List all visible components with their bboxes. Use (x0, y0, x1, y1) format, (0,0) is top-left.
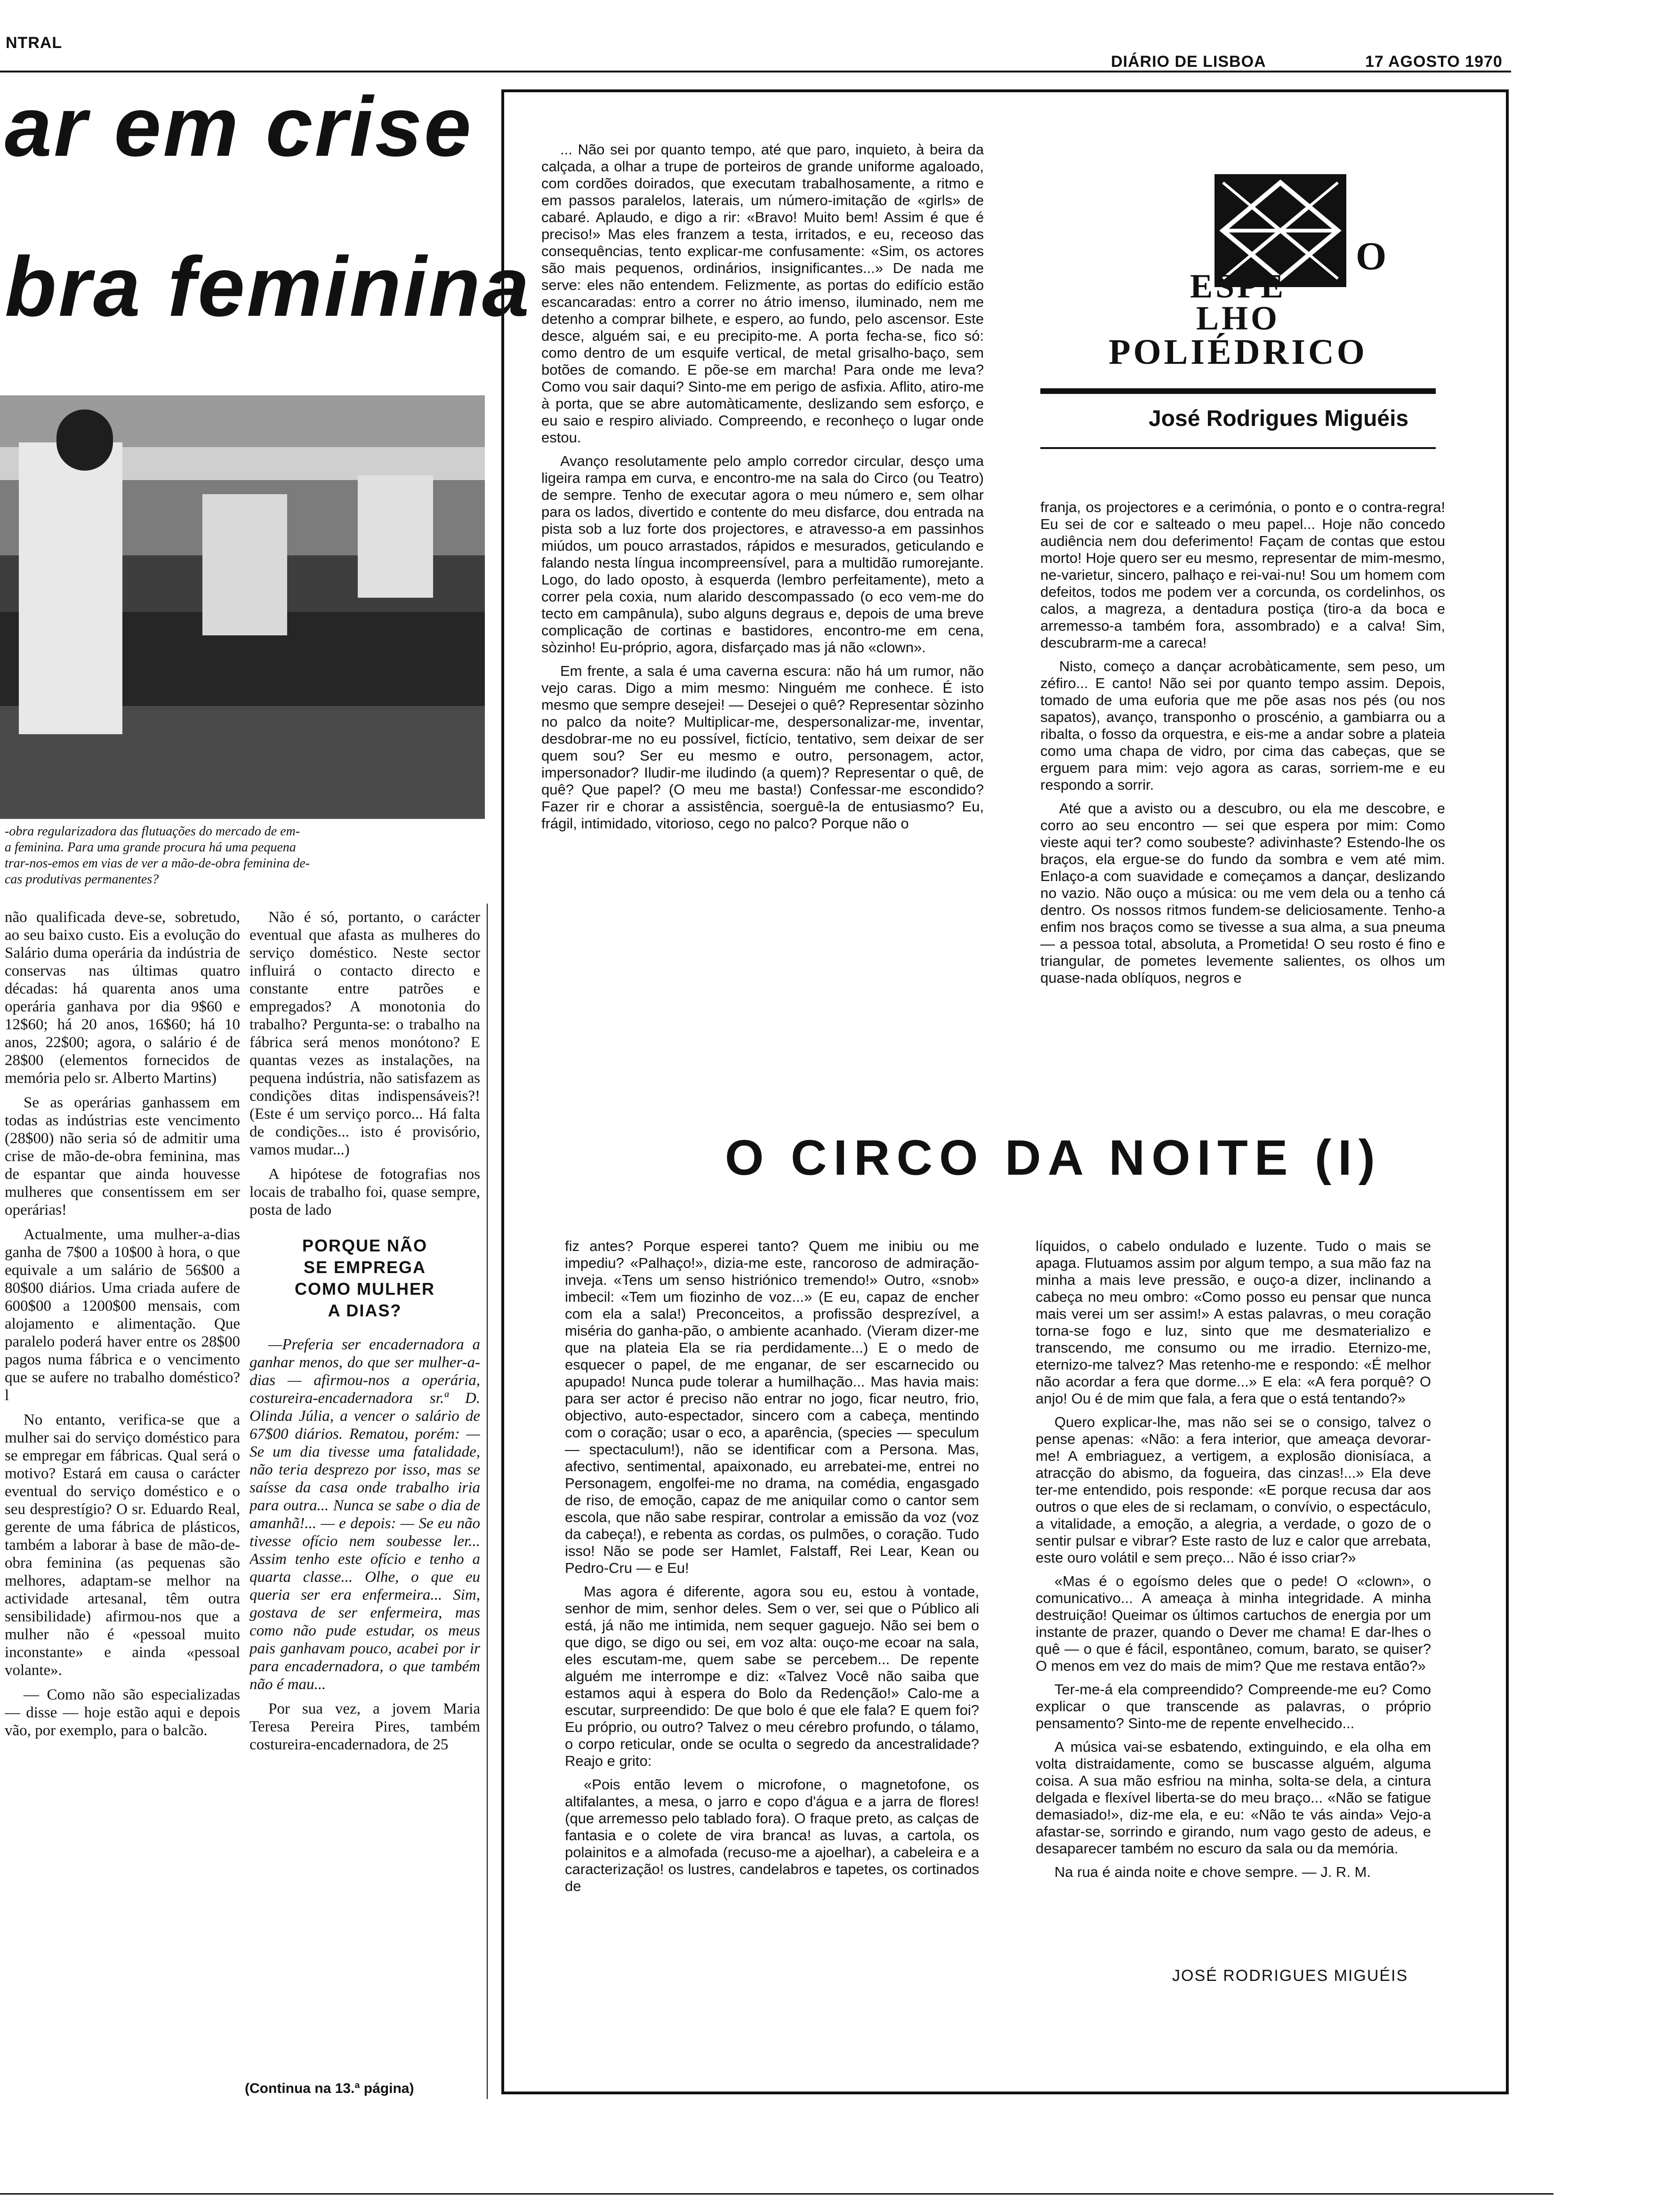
paragraph: Quero explicar-lhe, mas não sei se o consigo, talvez o pense apenas: «Não: a fera interior, que ameaça devorar-me! A embriaguez, a vertigem, a explosão dionisíaca, a atracção do abismo, da fogueira, das cinzas!...» Ela deve ter-me entendido, pois responde: «E porque recusa dar aos outros o que eles de si reclamam, o convívio, o espectáculo, a vitalidade, a emoção, a alegria, a verdade, o gozo de o sentir pulsar e vibrar? Este rasto de luz e calor que arrebata, este ouro volátil e sem preço... Não é isso criar?» (1036, 1414, 1431, 1566)
paragraph: Não é só, portanto, o carácter eventual que afasta as mulheres do serviço doméstico. Neste sector influirá o contacto directo e constante entre patrões e empregados? A monotonia do trabalho? Pergunta-se: o trabalho na fábrica será menos monótono? E quantas vezes as instalações, na pequena indústria, não satisfazem as condições ditas indispensáveis?! (Este é um serviço porco... Há falta de condições... isto é provisório, vamos mudar...) (249, 909, 480, 1158)
paragraph: «Pois então levem o microfone, o magnetofone, os altifalantes, a mesa, o jarro e copo d'água e a jarra de flores! (que arremesso pelo tablado fora). O fraque preto, as calças de fantasia e o colete de vira branca! as luvas, a cartola, os polainitos e a almofada (recuso-me a ajoelhar), a cabeleira e a caracterização! os lustres, candelabros e tapetes, os cortinados de (565, 1776, 979, 1894)
paragraph: — Como não são especializadas — disse — hoje estão aqui e depois vão, por exemplo, para o balcão. (5, 1686, 240, 1739)
paragraph: ... Não sei por quanto tempo, até que paro, inquieto, à beira da calçada, a olhar a trupe de porteiros de grande uniforme agaloado, com cordões doirados, que executam trabalhosamente, a ritmo e em passos paralelos, laterais, um número-imitação de «girls» de cabaré. Aplaudo, e digo a rir: «Bravo! Muito bem! Assim é que é preciso!» Mas eles franzem a testa, irritados, e eu, receoso das consequências, tento explicar-me confusamente: «Sim, os actores são mais pequenos, ordinários, insignificantes...» De nada me serve: eles não entendem. Felizmente, as portas do edifício estão escancaradas: entro a correr no átrio imenso, iluminado, nem me detenho a comprar bilhete, e espero, ao fundo, pelo ascensor. Este desce, alguém sai, e eu precipito-me. A porta fecha-se, fico só: como dentro de um esquife vertical, de metal grisalho-baço, sem botões de comando. E põe-se em marcha! Para onde me leva? Como vou sair daqui? Sinto-me em perigo de asfixia. Aflito, atiro-me à porta, que se abre automàticamente, deslizando sem esforço, e eu saio e respiro aliviado. Compreendo, e reconheço o lugar onde estou. (541, 141, 984, 446)
headline-line1: ar em crise (5, 80, 473, 174)
paragraph: A música vai-se esbatendo, extinguindo, e ela olha em volta distraidamente, como se buscasse alguém, alguma coisa. A sua mão esfriou na minha, solta-se dela, a cintura delgada e flexível liberta-se do meu braço... «Não se fatigue demasiado!», diz-me ela, e eu: «Não te vás ainda» Vejo-a afastar-se, sorrindo e girando, num vago gesto de adeus, e desaparecer também no escuro da sala ou da memória. (1036, 1739, 1431, 1857)
left-column-2 (249, 908, 480, 2066)
continued-note: (Continua na 13.ª página) (245, 2081, 414, 2096)
paragraph: Actualmente, uma mulher-a-dias ganha de 7$00 a 10$00 à hora, o que equivale a um salário de 56$00 a 80$00 diários. Uma criada aufere de 600$00 a 1200$00 mensais, com alojamento e alimentação. Que paralelo poderá haver entre os 28$00 pagos numa fábrica e o vencimento que se aufere no trabalho doméstico? l (5, 1226, 240, 1404)
paragraph: Se as operárias ganhassem em todas as indústrias este vencimento (28$00) não seria só de admitir uma crise de mão-de-obra feminina, mas de espantar que ainda houvesse mulheres que consentissem em ser operárias! (5, 1094, 240, 1218)
header-rule (0, 71, 1511, 72)
paragraph: não qualificada deve-se, sobretudo, ao seu baixo custo. Eis a evolução do Salário duma operária da indústria de conservas nas últimas quatro décadas: há quarenta anos uma operária ganhava por dia 9$60 e 12$60; há 20 anos, 16$60; há 10 anos, 22$00; agora, o salário é de 28$00 (elementos fornecidos de memória pelo sr. Alberto Martins) (5, 909, 240, 1087)
author-byline: José Rodrigues Miguéis (1149, 406, 1409, 431)
paragraph: —Preferia ser encadernadora a ganhar menos, do que ser mulher-a-dias — afirmou-nos a operária, costureira-encadernadora sr.ª D. Olinda Júlia, a vencer o salário de 67$00 diários. Rematou, porém: — Se um dia tivesse uma fatalidade, não teria desprezo por isso, mas se saísse da casa onde trabalho iria para outra... Nunca se sabe o dia de amanhã!... — e depois: — Se eu não tivesse ofício nem soubesse ler... Assim tenho este ofício e tenho a quarta classe... Olhe, o que eu queria ser era enfermeira... Sim, gostava de ser enfermeira, mas como não pude estudar, os meus pais ganhavam pouco, acabei por ir para encadernadora, o que também não é mau... (249, 1336, 480, 1693)
paragraph: Mas agora é diferente, agora sou eu, estou à vontade, senhor de mim, senhor deles. Sem o ver, sei que o Público ali está, já não me intimida, nem sequer gaguejo. Não sei bem o que digo, se digo ou sei, em voz alta: ouço-me ecoar na sala, eles escutam-me, quem sabe se percebem... De repente alguém me interrompe e diz: «Talvez Você não saiba que estamos aqui à espera do Bolo da Redenção!» Calo-me a escutar, surpreendido: De que bolo é que ele fala? E quem foi? Eu próprio, ou outro? Talvez o meu cérebro profundo, o tálamo, o corpo reticular, onde se oculta o segredo da ancestralidade? Reajo e grito: (565, 1583, 979, 1769)
right-bottom-column-2 (1036, 1238, 1431, 1963)
paragraph: «Mas é o egoísmo deles que o pede! O «clown», o comunicativo... A ameaça à minha integridade. A minha destruição! Queimar os últimos cartuchos de energia por um instante de prazer, quando o Dever me chama! E dar-lhes o quê — o que é fácil, espontâneo, comum, barato, se quiser? O menos em vez do mais de mim? Que me restava então?» (1036, 1573, 1431, 1674)
right-bottom-column-1 (565, 1238, 979, 2038)
factory-photo (0, 395, 485, 819)
logo-underbar (1040, 388, 1436, 394)
right-top-column-1 (541, 141, 984, 1092)
page-bottom-rule (0, 2193, 1553, 2195)
paragraph: Até que a avisto ou a descubro, ou ela me descobre, e corro ao seu encontro — sei que espera por mim: Como vieste aqui ter? como soubeste? adivinhaste? Estendo-lhe os braços, ela ergue-se do fundo da sombra e vem até mim. Enlaço-a com suavidade e começamos a dançar, deslizando no vazio. Não ouço a música: ou me vem dela ou a tenho cá dentro. Os nossos ritmos fundem-se deliciosamente. Tenho-a enfim nos braços como se tivesse a sua alma, a sua pneuma — a pessoa total, absoluta, a Prometida! O seu rosto é fino e triangular, de pometes levemente salientes, os olhos um quase-nada oblíquos, negros e (1040, 800, 1445, 986)
paragraph: Na rua é ainda noite e chove sempre. — J. R. M. (1054, 1864, 1371, 1880)
subhead: PORQUE NÃO SE EMPREGA COMO MULHER A DIAS? (295, 1236, 435, 1320)
newspaper-name: DIÁRIO DE LISBOA (1111, 53, 1266, 71)
photo-caption: -obra regularizadora das flutuações do mercado de em- a feminina. Para uma grande procura há uma pequena trar-nos-emos em vias de ver a mão-de-obra feminina de- cas produtivas permanentes? (5, 824, 310, 887)
paragraph: franja, os projectores e a cerimónia, o ponto e o contra-regra! Eu sei de cor e salteado o meu papel... Hoje não concedo audiência nem dou deferimento! Façam de contas que estou morto! Hoje quero ser eu mesmo, representar de mim-mesmo, ne-varietur, sincero, palhaço e rei-vai-nu! Sou um homem com defeitos, todos me podem ver a corcunda, os cordelinhos, os calos, a magreza, a dentadura postiça (tiro-a da boca e arremesso-a também fora, assombrado) e a calva! Sim, descubrarm-me a careca! (1040, 499, 1445, 651)
espelho-logo (1054, 174, 1422, 391)
logo-o: O (1356, 234, 1390, 278)
article-title: O CIRCO DA NOITE (I) (725, 1130, 1382, 1186)
right-top-column-2 (1040, 499, 1445, 1092)
column-rule (487, 904, 488, 2099)
signature: JOSÉ RODRIGUES MIGUÉIS (1172, 1967, 1408, 1985)
paragraph: A hipótese de fotografias nos locais de trabalho foi, quase sempre, posta de lado (249, 1166, 480, 1218)
logo-poliedrico: POLIÉDRICO (1109, 332, 1367, 372)
paragraph: Avanço resolutamente pelo amplo corredor circular, desço uma ligeira rampa em curva, e encontro-me na sala do Circo (ou Teatro) de sempre. Tenho de executar agora o meu número e, sem olhar para os lados, divertido e contente do meu disfarce, dou entrada na pista sob a luz forte dos projectores, e atravesso-a em passinhos miúdos, um pouco arrastados, rápidos e mesurados, geticulando e falando nesta língua incompreensível, para a multidão rumorejante. Logo, do lado oposto, à esquerda (lembro perfeitamente), meto a correr pela coxia, num alarido descompassado (o eco vem-me do tecto em campânula), subo alguns degraus e, depois de uma breve complicação de cortinas e bastidores, encontro-me em cena, sòzinho! Eu-próprio, agora, disfarçado mas já não «clown». (541, 453, 984, 656)
headline-line2: bra feminina (5, 240, 531, 334)
paragraph: líquidos, o cabelo ondulado e luzente. Tudo o mais se apaga. Flutuamos assim por algum tempo, a sua mão faz na minha a mais leve pressão, e ouço-a dizer, inclinando a cabeça no meu ombro: «Como posso eu pensar que nunca mais verei um ser assim!» A estas palavras, o meu coração torna-se fogo e luz, sinto que me desmaterializo e transcendo, me consumo ou me irradio. Eternizo-me, eternizo-me talvez? Mas retenho-me e respondo: «É melhor não acordar a fera que dorme...» E ela: «A fera porquê? O anjo! Ou é de mim que fala, a fera que o está tentando?» (1036, 1238, 1431, 1407)
byline-rule (1040, 447, 1436, 449)
paragraph: fiz antes? Porque esperei tanto? Quem me inibiu ou me impediu? «Palhaço!», dizia-me este, rancoroso de admiração-inveja. «Tens um senso histriónico tremendo!» Outro, «snob» imbecil: «Tem um fiozinho de voz...» (E eu, capaz de encher com ela a sala!) Preconceitos, a profissão desprezível, a miséria do ganha-pão, o ambiente acanhado. (Vieram dizer-me que na plateia Ela se ria perdidamente...) E o medo de esquecer o papel, de me enganar, de ser escarnecido ou apupado! Nunca pude tolerar a humilhação... Mas havia mais: para ser actor é preciso não entrar no jogo, ficar neutro, frio, objectivo, auto-espectador, sincero com a cabeça, mentindo com o coração; usar o eco, a aparência, (species — speculum — spectaculum!), não se identificar com a Persona. Mas, afectivo, sentimental, apaixonado, eu arrebatei-me, entrei no Personagem, engolfei-me no drama, na comédia, engasgado de riso, de emoção, capaz de me aniquilar como o cantor sem escola, que não sabe respirar, controlar a emissão da voz (voz da cabeça!), e rebenta as cordas, os pulmões, o coração. Tudo isso! Não se pode ser Hamlet, Falstaff, Rei Lear, Kean ou Pedro-Cru — e Eu! (565, 1238, 979, 1576)
paragraph: Nisto, começo a dançar acrobàticamente, sem peso, um zéfiro... E canto! Não sei por quanto tempo assim. Depois, tomado de uma euforia que me põe asas nos pés (ou nos sapatos), avanço, transponho o proscénio, a gambiarra ou a ribalta, o fosso da orquestra, e eis-me a andar sobre a plateia como uma chapa de vidro, por cima das cabeças, que se erguem para mim: vejo agora as caras, sorriem-me e eu respondo a sorrir. (1040, 658, 1445, 793)
logo-espe: ESPE (1190, 267, 1287, 305)
section-fragment: NTRAL (6, 34, 63, 52)
paragraph: Ter-me-á ela compreendido? Compreende-me eu? Como explicar o que transcende as palavras, o próprio pensamento? Sinto-me de repente envelhecido... (1036, 1681, 1431, 1731)
issue-date: 17 AGOSTO 1970 (1365, 53, 1503, 71)
paragraph: Por sua vez, a jovem Maria Teresa Pereira Pires, também costureira-encadernadora, de 25 (249, 1700, 480, 1753)
logo-lho: LHO (1196, 299, 1280, 337)
paragraph: No entanto, verifica-se que a mulher sai do serviço doméstico para se empregar em fábricas. Qual será o motivo? Estará em causa o carácter eventual do serviço doméstico e o seu desprestígio? O sr. Eduardo Real, gerente de uma fábrica de plásticos, também a laborar à base de mão-de-obra feminina (as pequenas são melhores, adaptam-se melhor na actividade artesanal, têm outra sensibilidade) afirmou-nos que a mulher não é «pessoal muito inconstante» e ainda «pessoal volante». (5, 1411, 240, 1679)
left-column-1 (5, 908, 240, 2113)
paragraph: Em frente, a sala é uma caverna escura: não há um rumor, não vejo caras. Digo a mim mesmo: Ninguém me conhece. É isto mesmo que sempre desejei! — Desejei o quê? Representar sòzinho no palco da noite? Multiplicar-me, despersonalizar-me, inventar, desdobrar-me no eu possível, fictício, tentativo, sem deixar de ser quem sou? Ser eu mesmo e outro, personagem, actor, impersonador? Iludir-me iludindo (a quem)? Representar o quê, de quê? Que papel? (O meu me basta!) Confessar-me escondido? Fazer rir e chorar a assistência, soerguê-la de entusiasmo? Eu, frágil, intimidado, vitorioso, cego no palco? Porque não o (541, 663, 984, 832)
